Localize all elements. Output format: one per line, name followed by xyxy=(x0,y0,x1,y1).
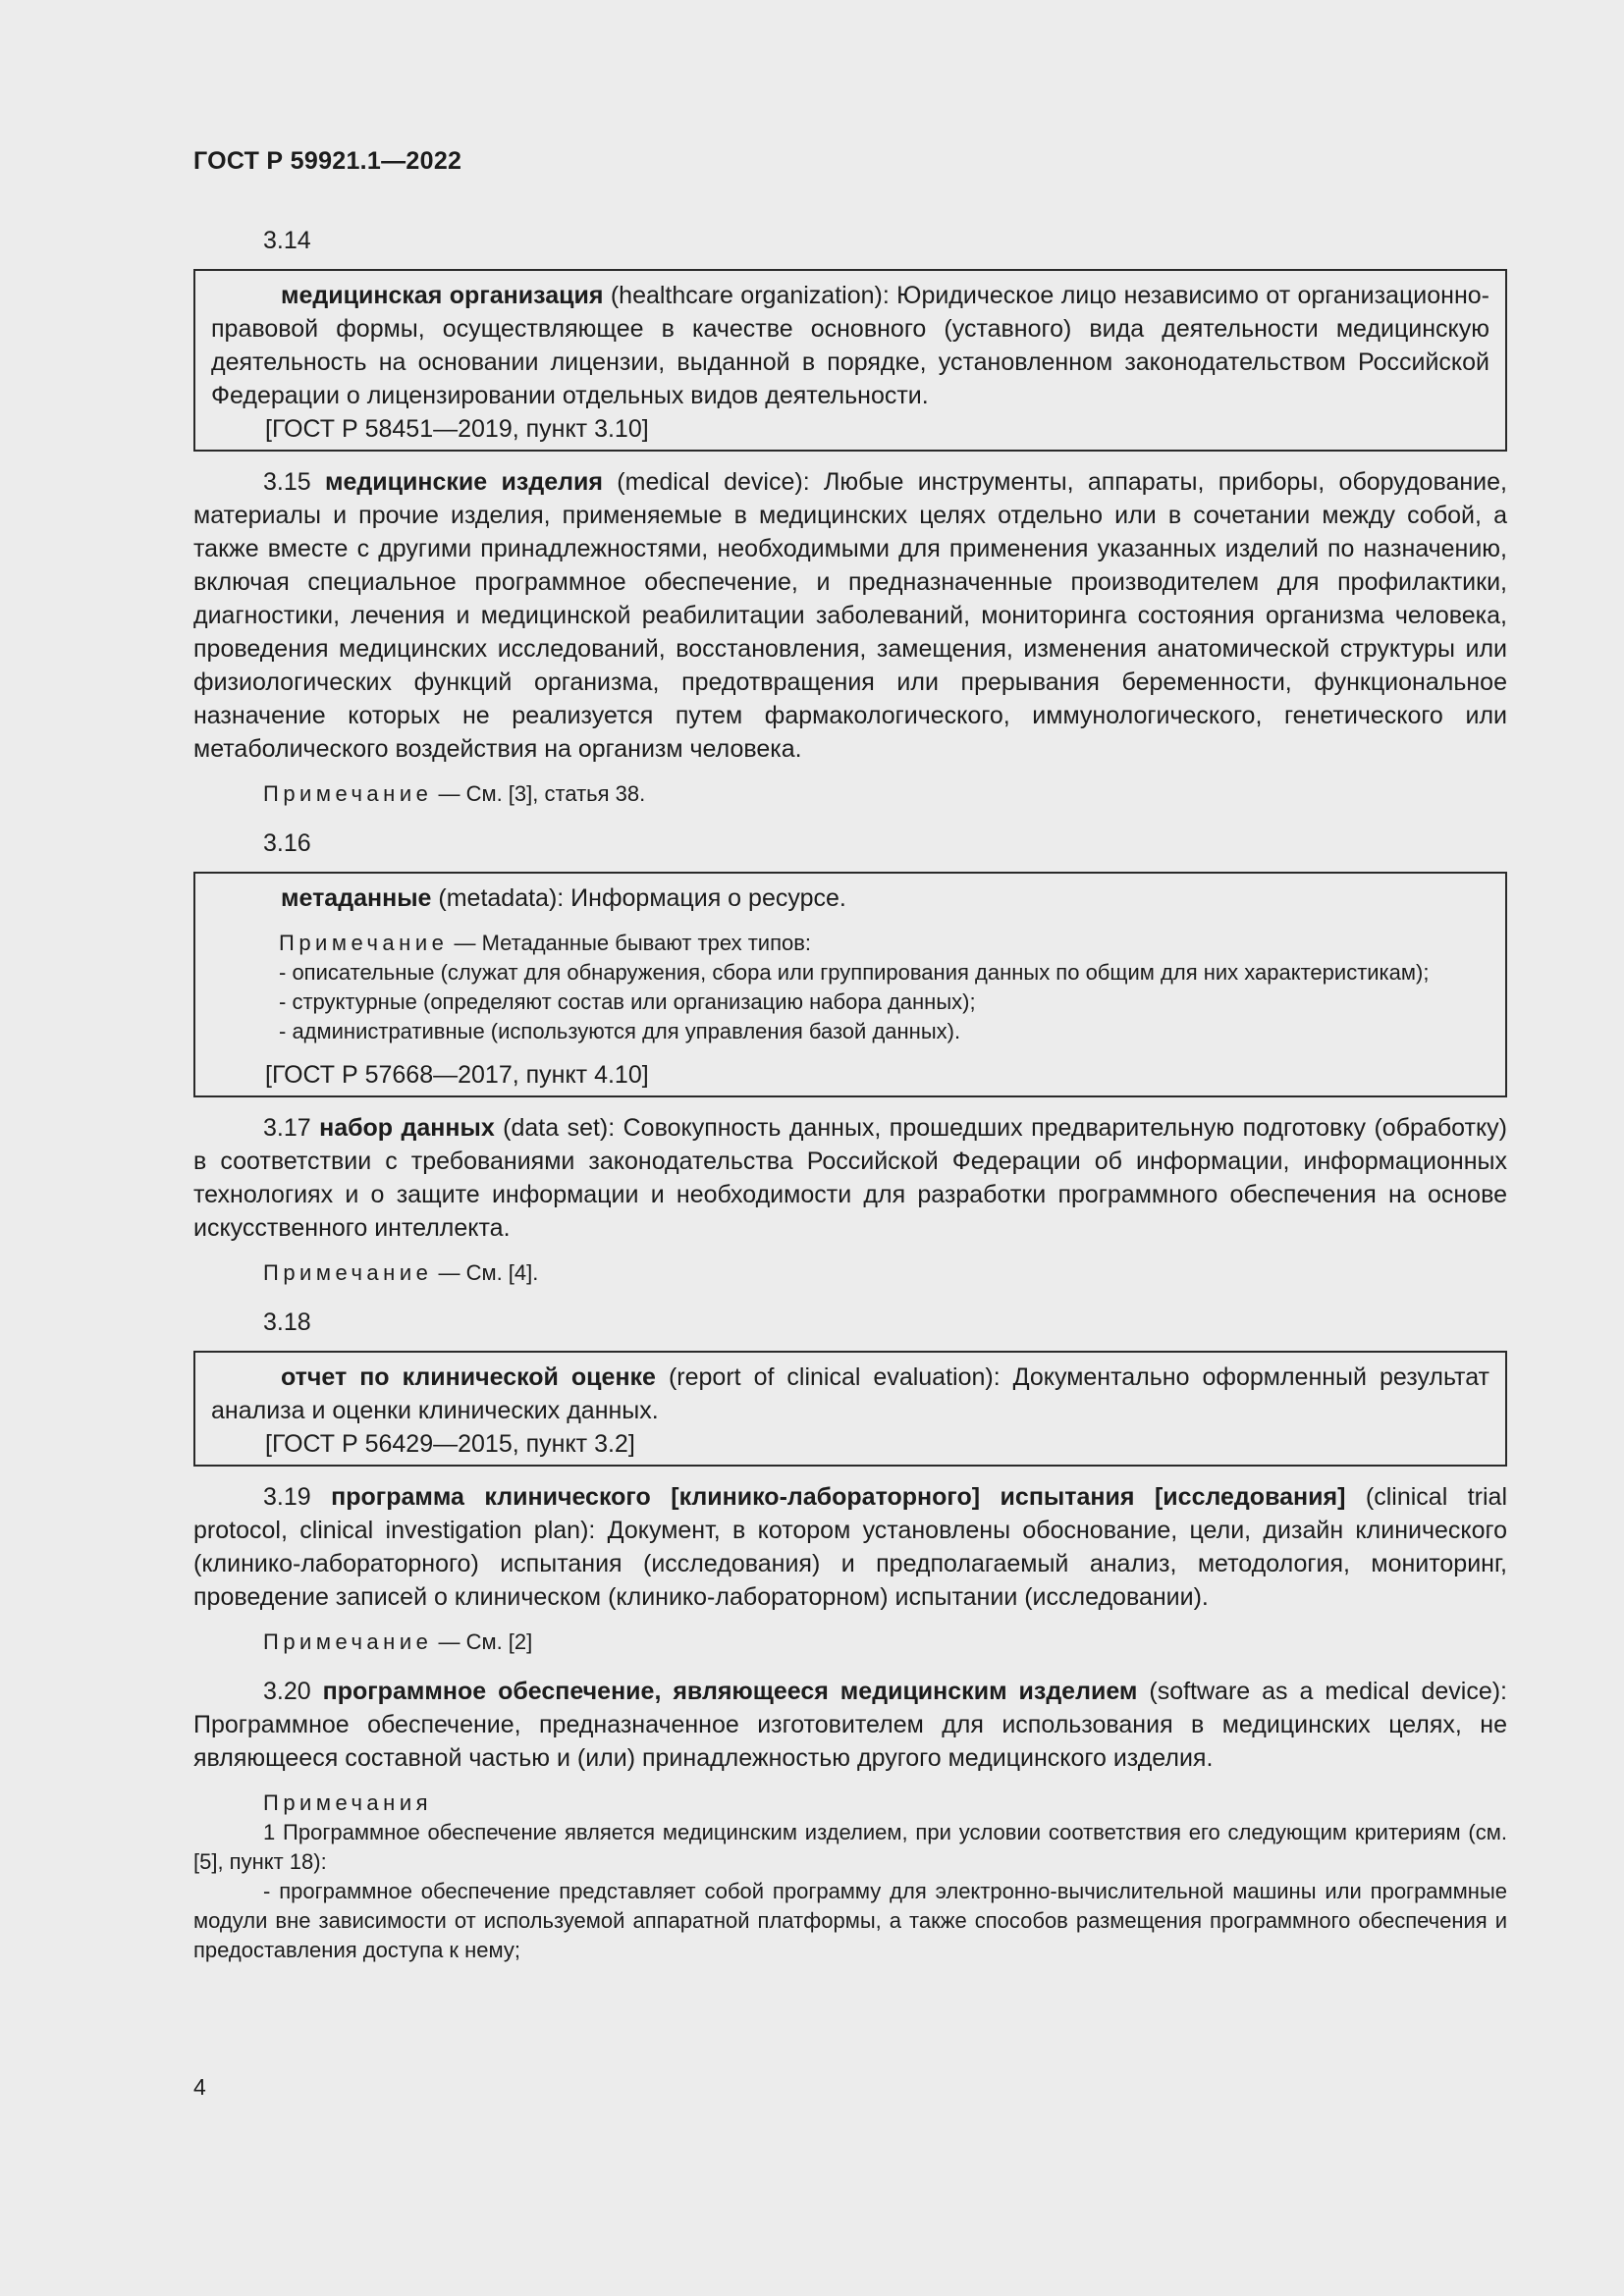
term-number: 3.20 xyxy=(263,1678,323,1705)
term-note-3-17 xyxy=(193,1258,1507,1288)
note-text: — См. [2] xyxy=(432,1629,533,1654)
term-number: 3.15 xyxy=(263,468,326,496)
term-definition-3-18 xyxy=(211,1361,1489,1427)
term-text: (healthcare organization): Юридическое лицо независимо от организационно-правовой формы, осуществляющее в качестве основного (уставного) вида деятельности медицинскую деятельность на основании лицензии, выданной в порядке, установленном законодательством Российской Федерации о лицензировании отдельных видов деятельности. xyxy=(211,282,1489,409)
note-1: 1 Программное обеспечение является медицинским изделием, при условии соответствия его следующим критериям (см. [5], пункт 18): xyxy=(193,1820,1507,1874)
notes-heading xyxy=(193,1789,1507,1818)
document-header: ГОСТ Р 59921.1—2022 xyxy=(193,147,462,175)
term-text: (data set): Совокупность данных, прошедших предварительную подготовку (обработку) в соответствии с требованиями законодательства Российской Федерации об информации, информационных технологиях и о защите информации и необходимости для разработки программного обеспечения на основе искусственного интеллекта. xyxy=(193,1114,1507,1242)
term-note-3-19 xyxy=(193,1628,1507,1657)
term-text: (software as a medical device): Программное обеспечение, предназначенное изготовителем для использования в медицинских целях, не являющееся составной частью и (или) принадлежностью другого медицинского изделия. xyxy=(193,1678,1507,1772)
term-number-3-18: 3.18 xyxy=(263,1308,311,1336)
term-definition-3-16 xyxy=(211,881,1489,915)
term-text: (report of clinical evaluation): Документально оформленный результат анализа и оценки клинических данных. xyxy=(211,1363,1489,1424)
term-number-3-14: 3.14 xyxy=(263,227,311,254)
term-box-3-18 xyxy=(193,1351,1507,1467)
note-label: Примечание xyxy=(263,1260,433,1285)
term-text: (metadata): Информация о ресурсе. xyxy=(431,884,846,912)
term-number: 3.19 xyxy=(263,1483,332,1511)
term-title: программное обеспечение, являющееся медицинским изделием xyxy=(322,1678,1138,1705)
note-text: — См. [3], статья 38. xyxy=(432,781,646,806)
term-text: (clinical trial protocol, clinical investigation plan): Документ, в котором установлены обоснование, цели, дизайн клинического (клинико-лабораторного) испытания (исследования) и предполагаемый анализ, методология, мониторинг, проведение записей о клиническом (клинико-лабораторном) испытании (исследовании). xyxy=(193,1483,1508,1611)
term-definition-3-20 xyxy=(193,1675,1507,1775)
term-text: (medical device): Любые инструменты, аппараты, приборы, оборудование, материалы и прочие изделия, применяемые в медицинских целях отдельно или в сочетании между собой, а также вместе с другими принадлежностями, необходимыми для применения указанных изделий по назначению, включая специальное программное обеспечение, и предназначенные производителем для профилактики, диагностики, лечения и медицинской реабилитации заболеваний, мониторинга состояния организма человека, проведения медицинских исследований, восстановления, замещения, изменения анатомической структуры или физиологических функций организма, предотвращения или прерывания беременности, функциональное назначение которых не реализуется путем фармакологического, иммунологического, генетического или метаболического воздействия на организм человека. xyxy=(193,468,1507,763)
note-list-item: - описательные (служат для обнаружения, сбора или группирования данных по общим для них характеристикам); xyxy=(279,960,1430,985)
note-label: Примечание xyxy=(263,1629,433,1654)
term-source-reference: [ГОСТ Р 56429—2015, пункт 3.2] xyxy=(265,1430,635,1458)
term-title: медицинские изделия xyxy=(325,468,603,496)
term-title: набор данных xyxy=(319,1114,495,1142)
notes-label: Примечания xyxy=(263,1790,433,1815)
term-source-reference: [ГОСТ Р 57668—2017, пункт 4.10] xyxy=(265,1061,649,1089)
term-title: отчет по клинической оценке xyxy=(281,1363,656,1391)
term-source-reference: [ГОСТ Р 58451—2019, пункт 3.10] xyxy=(265,415,649,443)
term-box-3-16 xyxy=(193,872,1507,1097)
note-1-list-item: - программное обеспечение представляет собой программу для электронно-вычислительной машины или программные модули вне зависимости от используемой аппаратной платформы, а также способов размещения программного обеспечения и предоставления доступа к нему; xyxy=(193,1879,1507,1962)
term-note-3-15 xyxy=(193,779,1507,809)
term-number-3-16: 3.16 xyxy=(263,829,311,857)
term-title: метаданные xyxy=(281,884,432,912)
note-list-item: - административные (используются для управления базой данных). xyxy=(279,1019,961,1043)
term-title: программа клинического [клинико-лабораторного] испытания [исследования] xyxy=(331,1483,1346,1511)
term-note-3-16 xyxy=(211,929,1489,1046)
note-heading xyxy=(211,929,1489,958)
term-definition-3-14 xyxy=(211,279,1489,412)
document-body xyxy=(193,224,1507,1965)
note-list-item: - структурные (определяют состав или организацию набора данных); xyxy=(279,989,976,1014)
term-title: медицинская организация xyxy=(281,282,604,309)
term-definition-3-19 xyxy=(193,1480,1507,1614)
page-number: 4 xyxy=(193,2074,206,2100)
note-text: — Метаданные бывают трех типов: xyxy=(448,931,812,955)
term-definition-3-15 xyxy=(193,465,1507,766)
note-label: Примечание xyxy=(263,781,433,806)
note-label: Примечание xyxy=(279,931,449,955)
term-number: 3.17 xyxy=(263,1114,320,1142)
note-text: — См. [4]. xyxy=(432,1260,539,1285)
term-box-3-14 xyxy=(193,269,1507,452)
term-definition-3-17 xyxy=(193,1111,1507,1245)
